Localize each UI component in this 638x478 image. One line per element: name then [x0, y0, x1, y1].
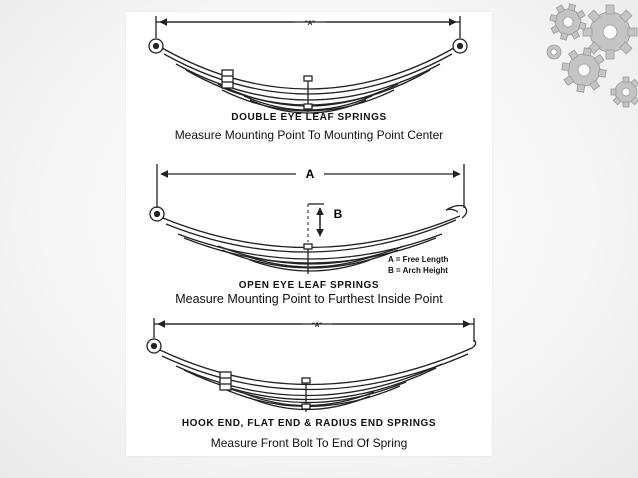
hook-end-instruction: Measure Front Bolt To End Of Spring — [210, 436, 408, 450]
gear-cluster-icon — [498, 0, 638, 120]
dimension-a-label-3: "A" — [311, 323, 323, 329]
hook-end-title: HOOK END, FLAT END & RADIUS END SPRINGS — [181, 418, 437, 429]
legend-free-length: A = Free Length — [388, 255, 449, 264]
legend — [388, 254, 448, 276]
dimension-b-label: B — [333, 207, 343, 221]
open-eye-instruction: Measure Mounting Point to Furthest Inside Point — [175, 292, 443, 306]
double-eye-title: DOUBLE EYE LEAF SPRINGS — [231, 112, 387, 123]
double-eye-spring-drawing — [149, 16, 467, 113]
hook-end-spring-drawing — [147, 318, 476, 412]
dimension-a-label-1: "A" — [304, 21, 316, 27]
dimension-a-label-2: A — [305, 167, 315, 181]
leaf-spring-diagram-panel — [126, 12, 492, 456]
open-eye-title: OPEN EYE LEAF SPRINGS — [238, 280, 380, 291]
double-eye-instruction: Measure Mounting Point To Mounting Point Center — [174, 128, 444, 142]
legend-arch-height: B = Arch Height — [388, 266, 448, 275]
leaf-spring-drawings — [126, 12, 492, 456]
